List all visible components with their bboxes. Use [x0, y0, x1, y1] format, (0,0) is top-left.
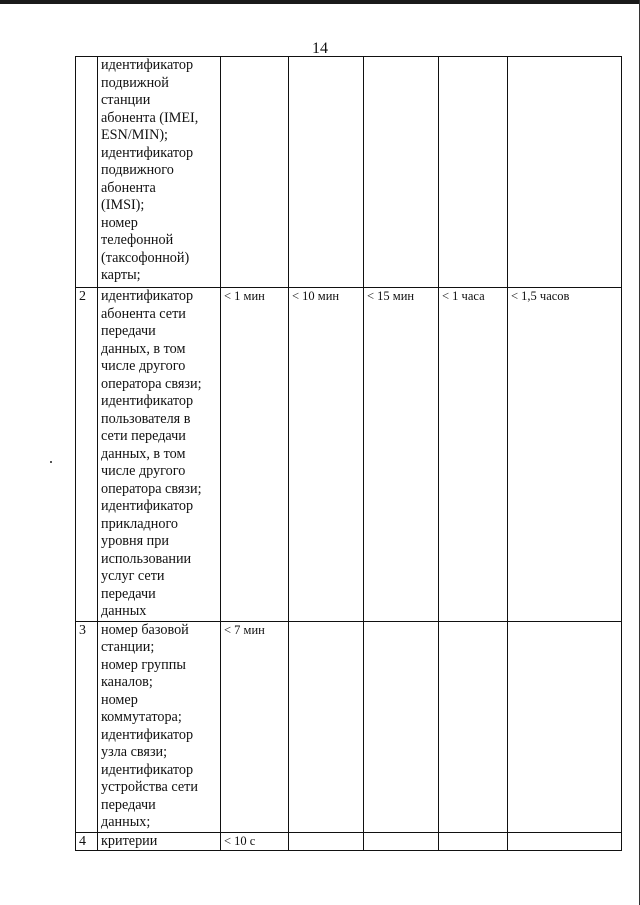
- description-line: (таксофонной): [101, 249, 190, 266]
- data-table: [75, 56, 622, 851]
- description-line: данных, в том: [101, 340, 186, 357]
- description-line: идентификатор: [101, 144, 194, 161]
- row-number-cell: [76, 57, 98, 288]
- description-line: подвижной: [101, 74, 169, 91]
- description-line: устройства сети: [101, 779, 198, 795]
- description-line: идентификатор: [101, 393, 194, 409]
- description-line: данных: [101, 603, 147, 619]
- description-cell: [98, 57, 221, 288]
- table-row: [76, 57, 622, 288]
- time-limit-cell: [439, 57, 508, 288]
- table-row: [76, 621, 622, 832]
- description-line: пользователя в: [101, 410, 191, 427]
- description-line: идентификатор: [101, 726, 194, 743]
- description-line: данных, в том: [101, 445, 186, 462]
- time-limit-cell: < 7 мин: [221, 621, 289, 832]
- description-line: (IMSI);: [101, 197, 145, 213]
- description-line: номер группы: [101, 656, 186, 673]
- time-limit-cell: [289, 621, 364, 832]
- description-line: сети передачи: [101, 428, 186, 444]
- description-line: станции: [101, 92, 151, 108]
- table-row: [76, 288, 622, 622]
- time-limit-cell: [508, 621, 622, 832]
- description-line: идентификатор: [101, 57, 194, 73]
- description-line: номер базовой: [101, 621, 189, 638]
- description-line: абонента сети: [101, 305, 186, 322]
- scan-speck: [50, 461, 52, 463]
- description-line: номер: [101, 214, 138, 231]
- description-line: передачи: [101, 796, 156, 813]
- description-line: услуг сети: [101, 568, 165, 584]
- description-line: числе другого: [101, 358, 186, 374]
- description-line: подвижного: [101, 162, 174, 178]
- description-line: идентификатор: [101, 288, 194, 304]
- description-line: числе другого: [101, 463, 186, 479]
- description-cell: [98, 621, 221, 832]
- time-limit-cell: [439, 832, 508, 851]
- description-line: данных;: [101, 814, 151, 830]
- table-body: [76, 57, 622, 851]
- page-number: 14: [312, 40, 328, 57]
- description-line: карты;: [101, 267, 141, 283]
- description-line: критерии: [101, 832, 158, 849]
- time-limit-cell: < 1 мин: [221, 288, 289, 622]
- description-line: идентификатор: [101, 761, 194, 778]
- description-line: каналов;: [101, 674, 153, 690]
- time-limit-cell: [364, 832, 439, 851]
- description-line: передачи: [101, 323, 156, 339]
- time-limit-cell: [364, 621, 439, 832]
- table-row: [76, 832, 622, 851]
- description-line: оператора связи;: [101, 480, 202, 497]
- description-line: прикладного: [101, 515, 179, 532]
- description-line: узла связи;: [101, 744, 168, 760]
- time-limit-cell: [508, 57, 622, 288]
- description-cell: [98, 288, 221, 622]
- description-line: оператора связи;: [101, 375, 202, 392]
- description-line: передачи: [101, 585, 156, 602]
- description-line: телефонной: [101, 232, 174, 248]
- description-line: абонента (IMEI,: [101, 109, 199, 126]
- time-limit-cell: [289, 832, 364, 851]
- description-line: ESN/MIN);: [101, 127, 168, 143]
- page-top-edge: [0, 0, 640, 4]
- time-limit-cell: [439, 621, 508, 832]
- time-limit-cell: [364, 57, 439, 288]
- time-limit-cell: < 10 мин: [289, 288, 364, 622]
- description-line: коммутатора;: [101, 709, 182, 725]
- time-limit-cell: [289, 57, 364, 288]
- description-cell: [98, 832, 221, 851]
- row-number-cell: 4: [76, 832, 98, 851]
- time-limit-cell: < 1,5 часов: [508, 288, 622, 622]
- row-number-cell: 3: [76, 621, 98, 832]
- description-line: станции;: [101, 639, 155, 655]
- description-line: уровня при: [101, 533, 169, 549]
- time-limit-cell: [508, 832, 622, 851]
- description-line: абонента: [101, 179, 156, 196]
- description-line: использовании: [101, 550, 192, 567]
- row-number-cell: 2: [76, 288, 98, 622]
- time-limit-cell: < 10 с: [221, 832, 289, 851]
- description-line: номер: [101, 691, 138, 708]
- time-limit-cell: < 1 часа: [439, 288, 508, 622]
- description-line: идентификатор: [101, 498, 194, 514]
- time-limit-cell: [221, 57, 289, 288]
- time-limit-cell: < 15 мин: [364, 288, 439, 622]
